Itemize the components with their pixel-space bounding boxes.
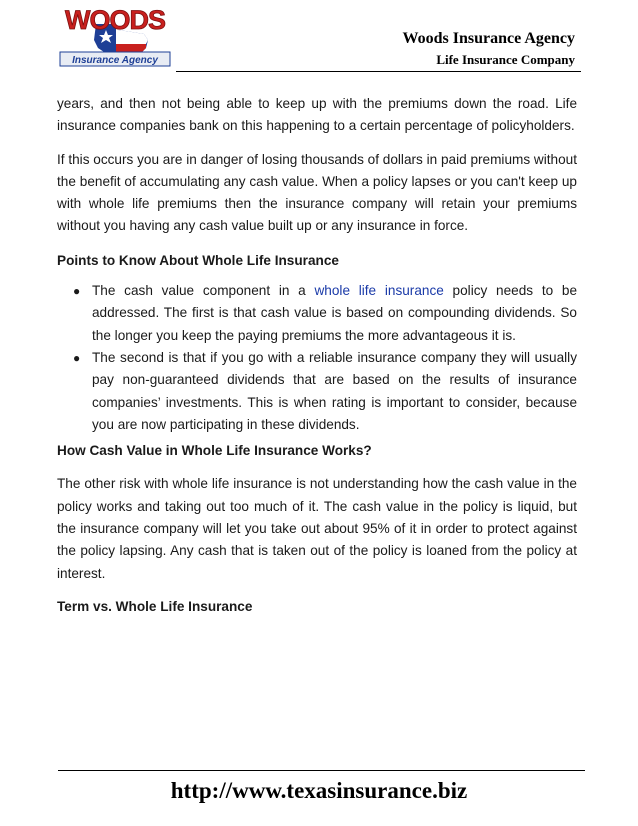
paragraph-2: If this occurs you are in danger of losing thousands of dollars in paid premiums without the benefit of accumulating any cash value. When a policy lapses or you can't keep up with whole life premiums then the insurance company will retain your premiums without you having any cash value built up or any insurance in force. (57, 151, 577, 234)
bullet-icon: ● (73, 284, 81, 299)
header-subtitle: Life Insurance Company (436, 52, 575, 67)
header-divider (176, 71, 581, 72)
woods-insurance-logo (58, 4, 172, 70)
list-item (73, 347, 577, 436)
list-item (73, 280, 578, 347)
paragraph-1: years, and then not being able to keep up with the premiums down the road. Life insurance companies bank on this happening to a certain percentage of policyholders. (57, 96, 577, 134)
heading-how-cash-value-works: How Cash Value in Whole Life Insurance Works? (57, 443, 372, 459)
bullet-1-text-post: policy needs to be addressed. The first is that cash value is based on compounding dividends. So the longer you keep the paying premiums the more advantageous it is. (92, 283, 578, 343)
logo-wordmark: WOODS (65, 5, 165, 35)
header-company-name: Woods Insurance Agency (402, 30, 575, 47)
footer-url: http://www.texasinsurance.biz (170, 778, 468, 803)
whole-life-insurance-link[interactable]: whole life insurance (314, 283, 444, 299)
paragraph-3: The other risk with whole life insurance is not understanding how the cash value in the policy works and taking out too much of it. The cash value in the policy is liquid, but the insurance company will let you take out about 95% of it in order to protect against the policy lapsing. Any cash that is taken out of the policy is loaned from the policy at interest. (57, 476, 577, 581)
bullet-icon: ● (73, 350, 81, 365)
logo-banner-text: Insurance Agency (72, 55, 158, 66)
bullet-list (57, 280, 577, 436)
bullet-1-text-pre: The cash value component in a (92, 283, 315, 299)
heading-term-vs-whole: Term vs. Whole Life Insurance (57, 598, 253, 614)
footer-divider (58, 770, 585, 771)
bullet-2-text: The second is that if you go with a reliable insurance company they will usually pay non-guaranteed dividends that are based on the results of insurance companies’ investments. This is when rating is important to consider, because you are now participating in these dividends. (92, 349, 577, 432)
document-body (57, 93, 577, 618)
heading-points-to-know: Points to Know About Whole Life Insurance (57, 252, 339, 268)
